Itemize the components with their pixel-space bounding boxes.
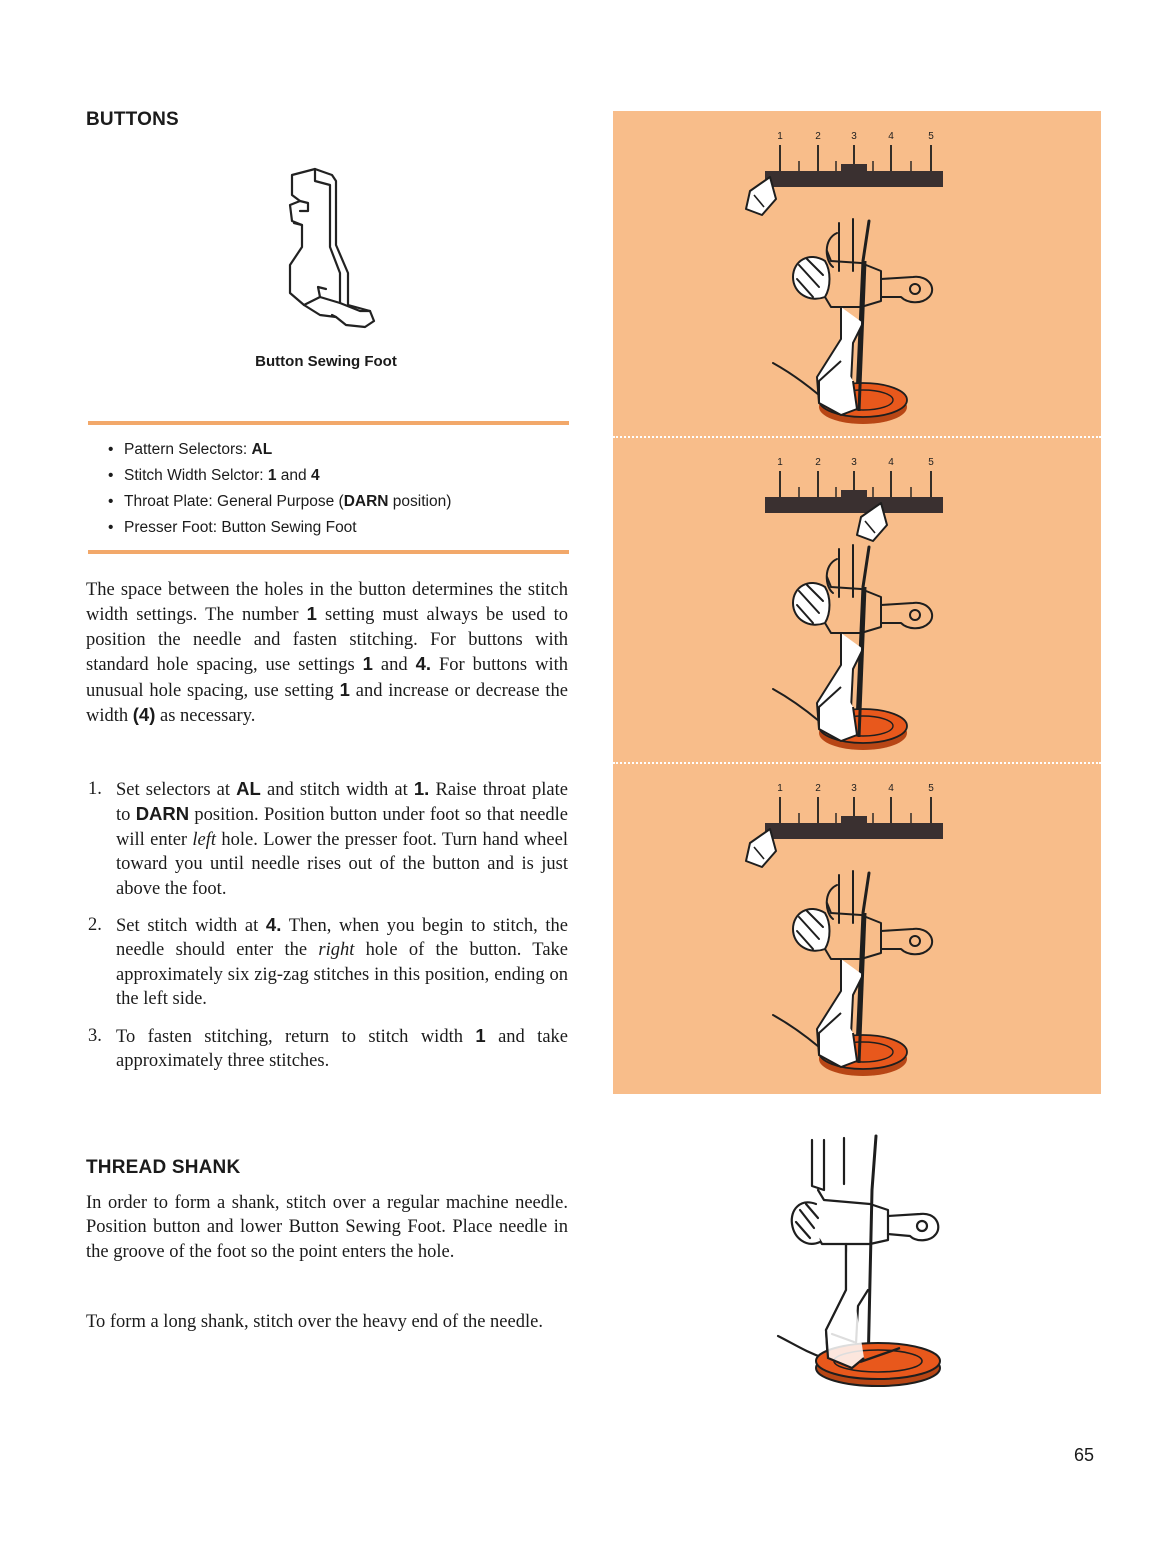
step-illustration-2: [613, 437, 1101, 762]
step-item: 1. Set selectors at AL and stitch width at 1. Raise throat plate to DARN position. Position button under foot so that needle will enter left hole. Lower the presser foot. Turn hand wheel toward you until needle rises out of the button and is just above the foot.: [88, 778, 569, 899]
width-scale-bar: [765, 823, 943, 839]
shank-paragraph: In order to form a shank, stitch over a regular machine needle. Position button and lower Button Sewing Foot. Place needle in the groove of the foot so the point enters the hole.: [86, 1193, 568, 1262]
settings-list: [96, 437, 566, 541]
section-heading-thread-shank: THREAD SHANK: [86, 1157, 241, 1178]
scale-number: 2: [815, 131, 821, 142]
scale-number: 1: [777, 457, 783, 468]
scale-number: 1: [777, 783, 783, 794]
step-item: 3. To fasten stitching, return to stitch width 1 and take approximately three stitches.: [88, 1024, 568, 1072]
width-scale-bar: [765, 171, 943, 187]
scale-number: 3: [851, 457, 857, 468]
scale-number: 5: [928, 131, 934, 142]
scale-number: 2: [815, 783, 821, 794]
button-sewing-foot-illustration: [270, 165, 390, 337]
instruction-steps: [86, 777, 568, 1085]
intro-paragraph: The space between the holes in the button determines the stitch width settings. The number 1 setting must always be used to position the needle and fasten stitching. For buttons with standard hole spacing, use settings 1 and 4. For buttons with unusual hole spacing, use setting 1 and increase or decrease the width (4) as necessary.: [86, 580, 568, 727]
scale-notch: [841, 164, 867, 172]
divider-bottom: [88, 550, 569, 554]
scale-number: 1: [777, 131, 783, 142]
section-heading-buttons: BUTTONS: [86, 109, 179, 130]
thread-shank-illustration: [760, 1130, 960, 1392]
width-pointer: [746, 177, 776, 215]
scale-number: 4: [888, 783, 894, 794]
settings-item-stitch-width: • Stitch Width Selctor: 1 and 4: [96, 463, 566, 489]
scale-number: 3: [851, 783, 857, 794]
width-pointer: [746, 829, 776, 867]
scale-number: 4: [888, 131, 894, 142]
figure-caption: Button Sewing Foot: [255, 353, 397, 370]
divider-top: [88, 421, 569, 425]
scale-number: 2: [815, 457, 821, 468]
scale-number: 5: [928, 457, 934, 468]
scale-number: 3: [851, 131, 857, 142]
long-shank-paragraph: To form a long shank, stitch over the heavy end of the needle.: [86, 1312, 543, 1332]
scale-number: 4: [888, 457, 894, 468]
step-item: 2. Set stitch width at 4. Then, when you begin to stitch, the needle should enter the right hole of the button. Take approximately six zig-zag stitches in this position, ending on the left side.: [88, 914, 569, 1010]
step-illustration-1: [613, 111, 1101, 436]
step-illustration-3: [613, 763, 1101, 1093]
page-number: 65: [1074, 1445, 1095, 1465]
settings-item-pattern-selectors: • Pattern Selectors: AL: [96, 437, 566, 463]
width-scale-bar: [765, 497, 943, 513]
scale-notch: [841, 816, 867, 824]
settings-item-presser-foot: • Presser Foot: Button Sewing Foot: [96, 515, 566, 541]
scale-notch: [841, 490, 867, 498]
scale-number: 5: [928, 783, 934, 794]
settings-item-throat-plate: • Throat Plate: General Purpose (DARN position): [96, 489, 566, 515]
